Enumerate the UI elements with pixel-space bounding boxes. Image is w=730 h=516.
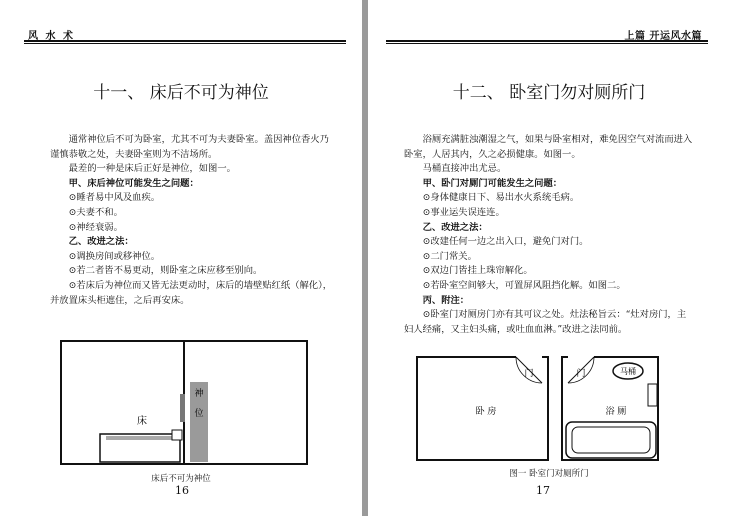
header-rule-thin xyxy=(386,43,708,44)
nightstand xyxy=(172,430,182,440)
list-item: ⊙改建任何一边之出入口，避免门对门。 xyxy=(422,236,589,248)
list-item: ⊙卧室门对厕房门亦有其可议之处。灶法秘旨云：“灶对房门，主妇人经痛，又主妇头痛，或吐血血淋。”改进之法同前。 xyxy=(404,309,687,335)
list-item: ⊙双边门皆挂上珠帘解化。 xyxy=(422,265,533,277)
header-rule xyxy=(24,40,346,42)
header-rule xyxy=(386,40,708,42)
running-head: 风 水 术 xyxy=(28,31,75,42)
section-heading: 乙、改进之法： xyxy=(68,236,134,248)
paragraph: 最差的一种是床后正好是神位，如图一。 xyxy=(68,163,236,175)
bedroom-label: 卧 房 xyxy=(475,407,497,417)
list-item: ⊙夫妻不和。 xyxy=(68,206,123,218)
right-page xyxy=(368,0,730,516)
page-number: 17 xyxy=(536,484,550,497)
bed-label: 床 xyxy=(137,416,147,427)
page-number: 16 xyxy=(175,484,189,497)
body-text xyxy=(404,133,694,337)
paragraph: 通常神位后不可为卧室，尤其不可为夫妻卧室。盖因神位香火乃谨慎恭敬之处，夫妻卧室则为不洁场所。 xyxy=(50,134,329,160)
running-head: 上篇 开运风水篇 xyxy=(624,31,702,42)
sink xyxy=(648,384,657,406)
bathtub-inner xyxy=(572,427,650,453)
paragraph: 浴厕充满脏浊潮湿之气，如果与卧室相对，难免因空气对流而进入卧室，人居其内，久之必损健康。如图一。 xyxy=(404,134,693,160)
figure-caption: 床后不可为神位 xyxy=(151,474,211,484)
list-item: ⊙若床后为神位而又皆无法更动时，床后的墙壁贴红纸（解化），并放置床头柜遮住，之后再安床。 xyxy=(50,279,333,306)
list-item: ⊙二门常关。 xyxy=(422,250,477,262)
left-page xyxy=(0,0,362,516)
chapter-title: 十二、 卧室门勿对厕所门 xyxy=(452,83,646,103)
list-item: ⊙事业运失误连连。 xyxy=(422,206,505,218)
list-item: ⊙睡者易中风及血疾。 xyxy=(68,192,161,204)
altar-label-2: 位 xyxy=(194,409,204,419)
figure-caption: 图一 卧室门对厕所门 xyxy=(509,469,589,479)
section-heading: 甲、床后神位可能发生之问题： xyxy=(68,177,199,189)
bedroom-door-facing-bathroom-diagram xyxy=(416,356,660,462)
chapter-title: 十一、 床后不可为神位 xyxy=(93,83,269,103)
altar-behind-bed-diagram xyxy=(60,340,308,465)
altar-shelf xyxy=(180,394,185,422)
body-text xyxy=(50,133,338,308)
section-heading: 丙、附注： xyxy=(422,294,470,306)
door-label-1: 门 xyxy=(524,369,534,379)
altar-label-1: 神 xyxy=(194,389,204,399)
list-item: ⊙神经衰弱。 xyxy=(68,221,123,233)
list-item: ⊙若卧室空间够大，可置屏风阻挡化解。如图二。 xyxy=(422,279,626,291)
list-item: ⊙身体健康日下、易出水火系统毛病。 xyxy=(422,192,580,204)
list-item: ⊙若二者皆不易更动，则卧室之床应移至别向。 xyxy=(68,265,263,277)
door-label-2: 门 xyxy=(576,369,586,379)
paragraph: 马桶直接冲出尤忌。 xyxy=(422,163,507,175)
section-heading: 乙、改进之法： xyxy=(422,221,488,233)
toilet-label: 马桶 xyxy=(620,367,636,376)
bathroom-label: 浴 厕 xyxy=(605,407,627,417)
bed-headboard xyxy=(106,436,174,440)
section-heading: 甲、卧门对厕门可能发生之问题： xyxy=(422,177,563,189)
list-item: ⊙调换房间或移神位。 xyxy=(68,250,161,262)
header-rule-thin xyxy=(24,43,346,44)
